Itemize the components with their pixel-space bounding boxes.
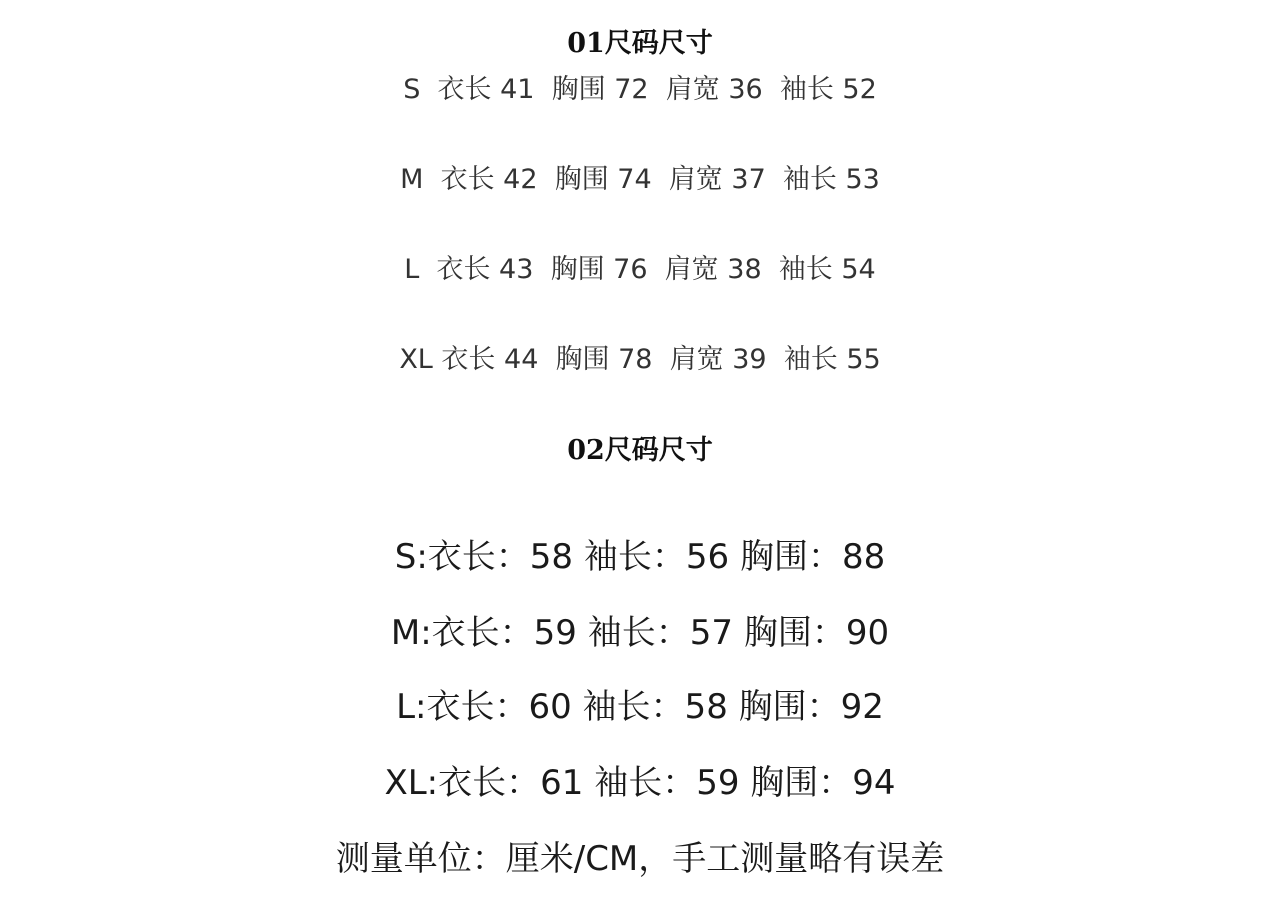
section-2-row-m: M:衣长：59 袖长：57 胸围：90	[390, 613, 890, 653]
section-2-title: 02尺码尺寸	[567, 435, 713, 466]
measurement-note: 测量单位：厘米/CM，手工测量略有误差	[335, 839, 945, 879]
section-1-row-m: M 衣长 42 胸围 74 肩宽 37 袖长 53	[400, 164, 880, 195]
section-1-row-xl: XL 衣长 44 胸围 78 肩宽 39 袖长 55	[399, 344, 881, 375]
section-2-row-l: L:衣长：60 袖长：58 胸围：92	[396, 687, 884, 727]
section-1-row-s: S 衣长 41 胸围 72 肩宽 36 袖长 52	[403, 74, 877, 105]
section-2-row-xl: XL:衣长：61 袖长：59 胸围：94	[384, 763, 896, 803]
section-2-row-s: S:衣长：58 袖长：56 胸围：88	[394, 537, 886, 577]
section-1-row-l: L 衣长 43 胸围 76 肩宽 38 袖长 54	[404, 254, 876, 285]
section-1-title: 01尺码尺寸	[567, 28, 713, 59]
